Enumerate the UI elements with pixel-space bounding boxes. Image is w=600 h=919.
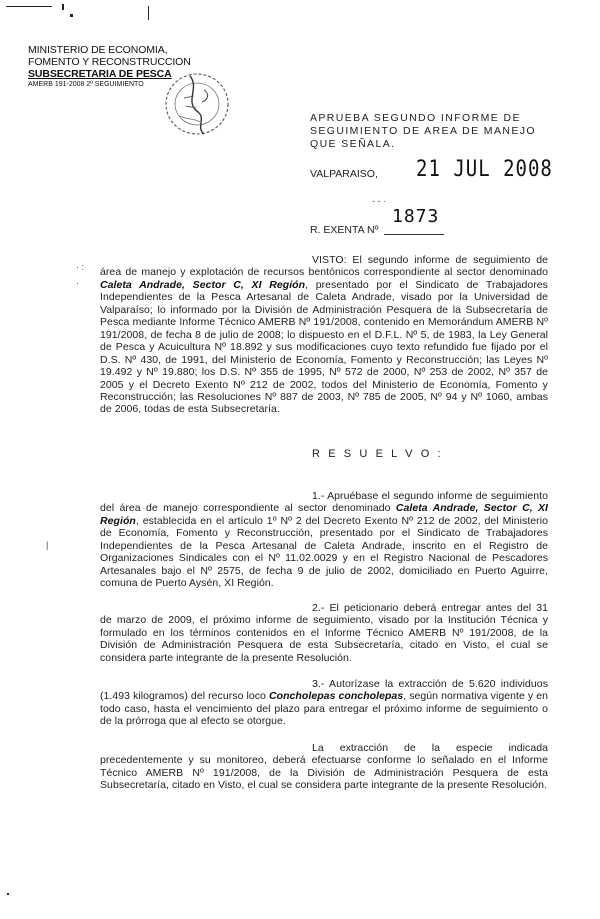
item-4-lead: La extracción de la especie indicada <box>312 742 548 754</box>
resolution-number-line <box>384 234 444 235</box>
resolution-label: R. EXENTA Nº <box>310 224 379 236</box>
visto-paragraph <box>100 254 548 416</box>
margin-mark: · <box>76 278 79 288</box>
margin-mark: | <box>46 540 49 550</box>
item-1-text-b: , establecida en el artículo 1º Nº 2 del Decreto Exento Nº 212 de 2002, del Ministerio de Economía, Fomento y Reconstrucción, presentado por el Sindicato de Trabajadores Independientes de la Pesca Artesanal de Caleta Andrade, inscrito en el Registro de Organizaciones Sindicales con el Nº 11.02.0029 y en el Registro Nacional de Pescadores Artesanales bajo el Nº 2575, de fecha 9 de julio de 2002, domiciliado en Puerto Aguirre, comuna de Puerto Aysén, XI Región. <box>100 514 548 590</box>
ministry-line-1: MINISTERIO DE ECONOMIA, <box>28 44 168 56</box>
scan-mark <box>62 4 64 10</box>
margin-mark: · : <box>76 262 84 272</box>
date-stamp: 21 JUL 2008 <box>416 156 553 182</box>
ministry-line-2: FOMENTO Y RECONSTRUCCION <box>28 56 191 68</box>
subsecretaria-line: SUBSECRETARIA DE PESCA <box>28 68 172 80</box>
place-label: VALPARAISO, <box>310 168 378 180</box>
resolution-title: APRUEBA SEGUNDO INFORME DE SEGUIMIENTO DE AREA DE MANEJO QUE SEÑALA. <box>310 112 536 150</box>
item-2-text-a: marzo de 2009, el próximo informe de seguimiento, visado por la Institución Técnica y formulado en los términos contenidos en el Informe Técnico AMERB Nº 191/2008, de la División de Administración Pesquera de esta Subsecretaría, citado en Visto, el cual se considera parte integrante de la presente Resolución. <box>100 614 549 664</box>
resolution-item-2 <box>100 602 548 664</box>
handwritten-mark: ‐ ‐ · <box>372 196 386 206</box>
item-2-lead: 2.- El peticionario deberá entregar antes del 31 de <box>100 602 548 627</box>
resolution-item-4 <box>100 742 548 792</box>
visto-bold-sector: Caleta Andrade, Sector C, XI Región <box>100 278 306 291</box>
resolution-number: 1873 <box>392 206 440 227</box>
item-4-text-a: precedentemente y su monitoreo, deberá efectuarse conforme lo señalado en el Informe Técnico AMERB Nº 191/2008, de la División de Administración Pesquera de esta Subsecretaría, citado en Visto, el cual se considera parte integrante de la presente Resolución. <box>100 754 548 792</box>
item-1-lead: 1.- Apruébase el segundo informe de seguimiento <box>312 490 548 502</box>
resolution-item-3 <box>100 678 548 728</box>
item-3-text-a: (1.493 kilogramos) del recurso loco <box>100 690 266 703</box>
item-1-text-a: del área de manejo correspondiente al sector denominado <box>100 502 391 515</box>
official-seal-icon <box>160 68 234 140</box>
item-1-bold-sector: Caleta Andrade, Sector C, XI Región <box>100 502 548 527</box>
scan-mark <box>7 893 9 895</box>
resuelvo-heading: R E S U E L V O : <box>312 448 444 460</box>
visto-text-b: , presentado por el Sindicato de Trabajadores Independientes de la Pesca Artesanal de Caleta Andrade, visado por la Universidad de Valparaíso; lo informado por la División de Administración Pesquera de la Subsecretaría de Pesca mediante Informe Técnico AMERB Nº 191/2008, contenido en Memorándum AMERB Nº 191/2008, de fecha 8 de julio de 2008; lo dispuesto en el D.F.L. Nº 5, de 1983, la Ley General de Pesca y Acuicultura Nº 18.892 y sus modificaciones cuyo texto refundido fue fijado por el D.S. Nº 430, de 1991, del Ministerio de Economía, Fomento y Reconstrucción; las Leyes Nº 19.492 y Nº 19.880; los D.S. Nº 355 de 1995, Nº 572 de 2000, Nº 253 de 2002, Nº 357 de 2005 y el Decreto Exento Nº 212 de 2002, todos del Ministerio de Economía, Fomento y Reconstrucción; las Resoluciones Nº 887 de 2003, Nº 785 de 2005, Nº 94 y Nº 1060, ambas de 2006, todas de esta Subsecretaría. <box>100 278 548 416</box>
visto-lead: VISTO: El segundo informe de seguimiento de <box>312 254 548 266</box>
scan-mark <box>70 14 73 17</box>
item-3-text-b: , según normativa vigente y en todo caso, hasta el vencimiento del plazo para entregar el próximo informe de seguimiento o de la prórroga que al efecto se otorgue. <box>100 690 548 728</box>
visto-text-a: área de manejo y explotación de recursos bentónicos correspondiente al sector denominado <box>100 266 548 279</box>
resolution-item-1 <box>100 490 548 590</box>
item-3-bold-species: Concholepas concholepas <box>268 690 404 703</box>
scan-mark <box>6 6 52 7</box>
reference-line: AMERB 191-2008 2º SEGUIMIENTO <box>28 81 144 88</box>
item-3-lead: 3.- Autorízase la extracción de 5.620 individuos <box>312 678 548 690</box>
scan-mark <box>148 6 149 20</box>
